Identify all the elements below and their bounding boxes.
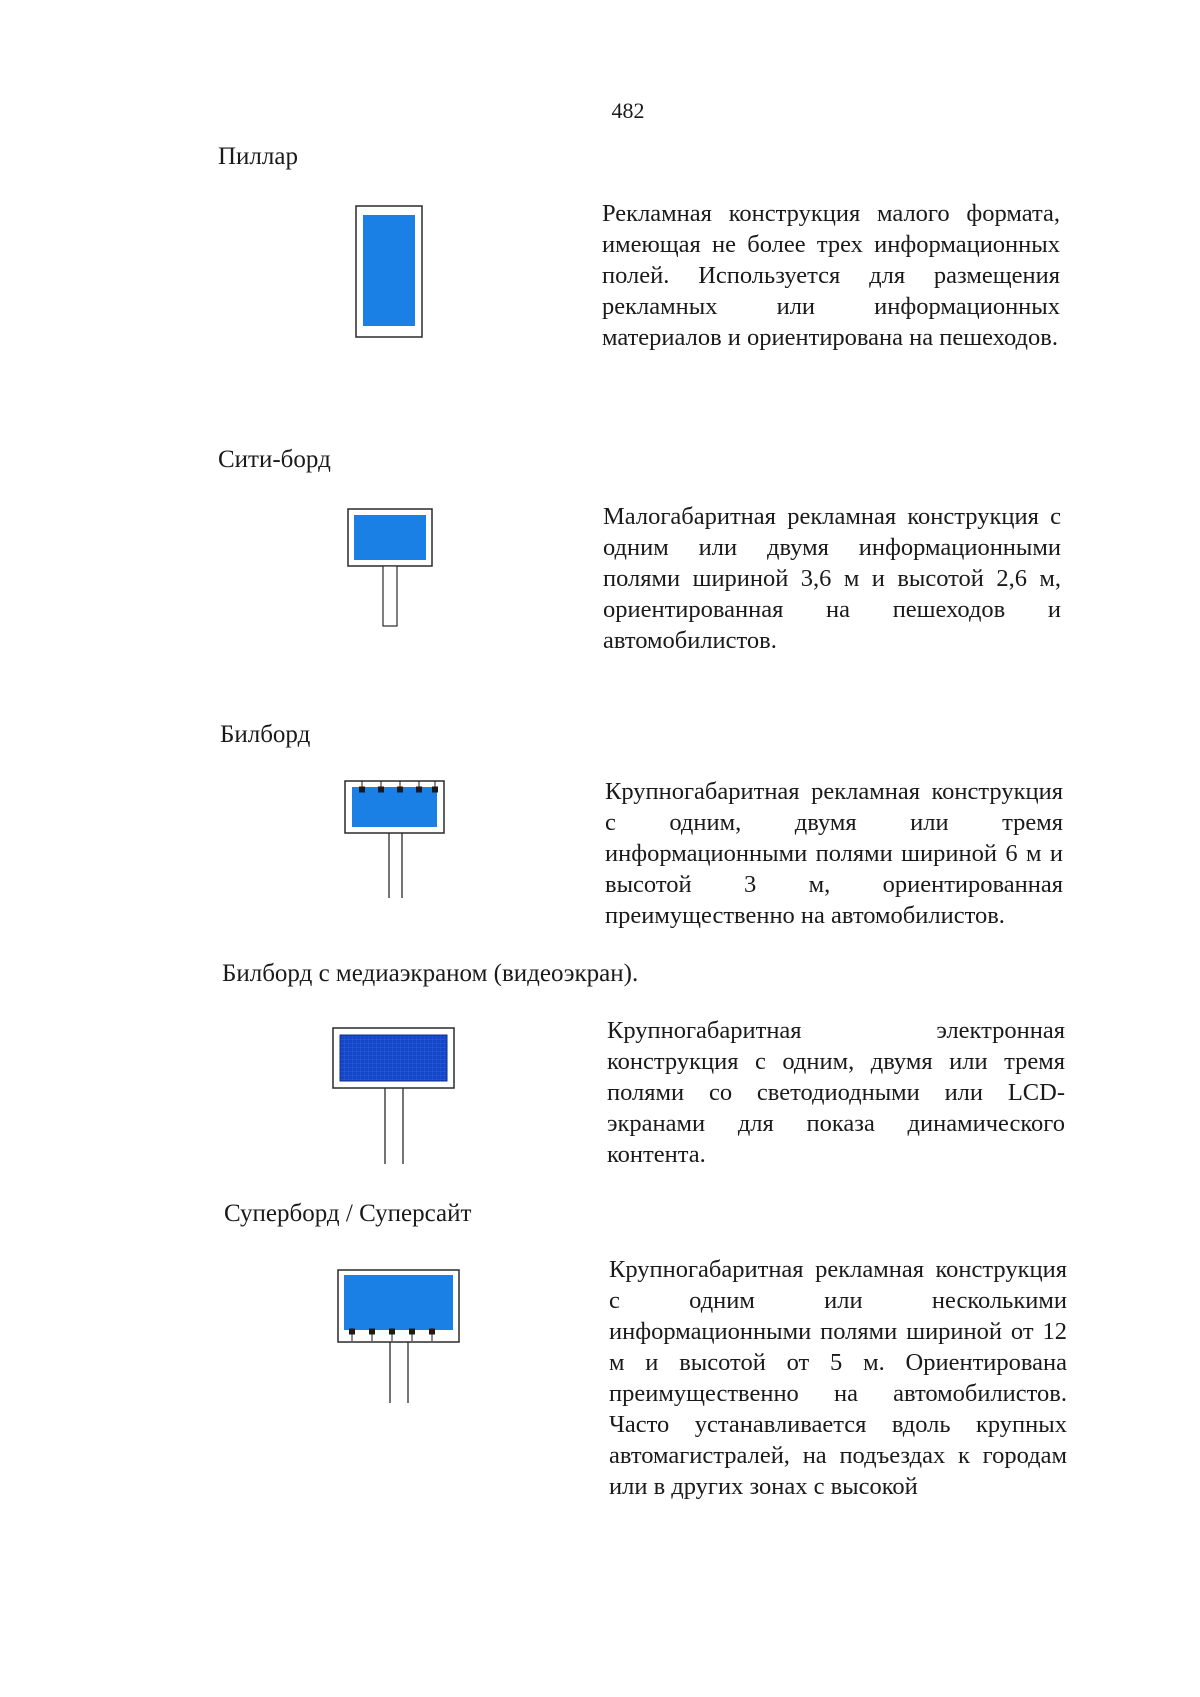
pillar-icon [355, 205, 427, 340]
superboard-panel [344, 1275, 453, 1330]
pillar-panel [363, 215, 415, 326]
section-title-city-board: Сити-борд [218, 446, 331, 473]
city-board-post [383, 566, 397, 626]
description-pillar: Рекламная конструкция малого формата, имеющая не более трех информационных полей. Используется для размещения рекламных или информационных материалов и ориентирована на пешеходов. [602, 200, 1060, 351]
description-city-board: Малогабаритная рекламная конструкция с одним или двумя информационными полями шириной 3,6 м и высотой 2,6 м, ориентированная на пешеходов и автомобилистов. [603, 503, 1061, 654]
section-title-pillar: Пиллар [218, 143, 298, 170]
city-board-panel [354, 515, 426, 560]
superboard-icon [337, 1269, 463, 1405]
section-title-media-billboard: Билборд с медиаэкраном (видеоэкран). [222, 960, 639, 987]
description-media-billboard: Крупногабаритная электронная конструкция с одним, двумя или тремя полями со светодиодными или LCD-экранами для показа динамического контента. [607, 1017, 1065, 1168]
section-title-superboard: Суперборд / Суперсайт [224, 1200, 472, 1227]
city-board-icon [347, 508, 437, 633]
section-title-billboard: Билборд [220, 721, 311, 748]
billboard-icon [344, 780, 448, 900]
description-billboard: Крупногабаритная рекламная конструкция с одним, двумя или тремя информационными полями шириной 6 м и высотой 3 м, ориентированная преимущественно на автомобилистов. [605, 778, 1063, 929]
description-superboard: Крупногабаритная рекламная конструкция с одним или несколькими информационными полями шириной от 12 м и высотой от 5 м. Ориентирована преимущественно на автомобилистов. Часто устанавливается вдоль крупных автомагистралей, на подъездах к городам или в других зонах с высокой [609, 1256, 1067, 1500]
page-number: 482 [611, 98, 645, 123]
media-billboard-screen [340, 1035, 447, 1081]
media-billboard-icon [332, 1027, 458, 1167]
billboard-panel [352, 787, 437, 827]
